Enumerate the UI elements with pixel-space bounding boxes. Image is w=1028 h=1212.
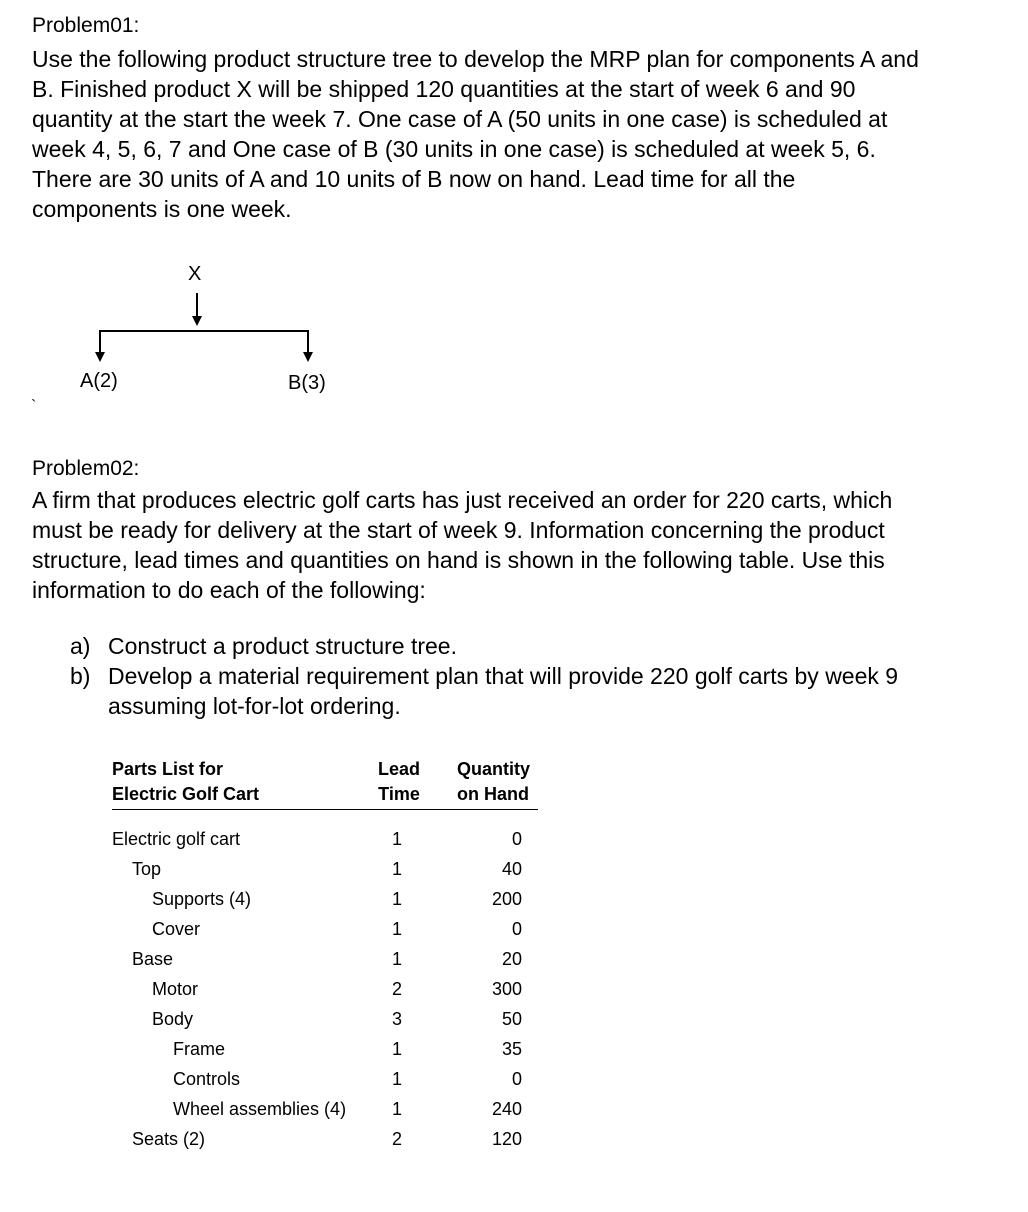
problem2-line: must be ready for delivery at the start of week 9. Information concerning the product: [32, 517, 885, 543]
quantity-on-hand-value: 240: [491, 1099, 522, 1119]
lead-time-value: 1: [391, 829, 402, 849]
part-name: Electric golf cart: [112, 829, 241, 849]
lead-time-value: 1: [391, 1099, 402, 1119]
problem1-line: components is one week.: [32, 196, 292, 222]
problem1-line: Use the following product structure tree to develop the MRP plan for components A and: [32, 46, 919, 72]
tree-root-arrow: [196, 293, 198, 317]
header-text: Lead: [378, 759, 421, 779]
header-text: on Hand: [457, 784, 529, 804]
quantity-on-hand-value: 300: [491, 979, 522, 999]
part-name: Supports (4): [152, 889, 252, 909]
table-row: [112, 948, 542, 978]
part-name: Base: [132, 949, 174, 969]
part-name: Top: [132, 859, 162, 879]
header-rule: [112, 809, 538, 810]
header-parts: [112, 757, 259, 807]
lead-time-value: 1: [391, 859, 402, 879]
lead-time-value: 1: [391, 1039, 402, 1059]
table-row: [112, 888, 542, 918]
task-text: Construct a product structure tree.: [108, 633, 457, 659]
table-row: [112, 1038, 542, 1068]
problem2-title: Problem02:: [32, 457, 140, 480]
tree-arrowhead: [303, 352, 313, 362]
header-text: Time: [378, 784, 420, 804]
task-text: assuming lot-for-lot ordering.: [108, 693, 401, 719]
problem1-line: week 4, 5, 6, 7 and One case of B (30 units in one case) is scheduled at week 5, 6.: [32, 136, 876, 162]
tree-root-node: X: [188, 263, 202, 285]
problem1-line: B. Finished product X will be shipped 120 quantities at the start of week 6 and 90: [32, 76, 856, 102]
table-row: [112, 1128, 542, 1158]
tree-left-connector: [99, 330, 101, 352]
part-name: Body: [152, 1009, 194, 1029]
header-text: Quantity: [457, 759, 531, 779]
part-name: Wheel assemblies (4): [173, 1099, 347, 1119]
part-name: Frame: [173, 1039, 226, 1059]
quantity-on-hand-value: 0: [511, 1069, 522, 1089]
quantity-on-hand-value: 40: [501, 859, 522, 879]
header-lead-time: [378, 757, 420, 807]
problem2-line: information to do each of the following:: [32, 577, 426, 603]
table-row: [112, 828, 542, 858]
header-text: Electric Golf Cart: [112, 784, 260, 804]
quantity-on-hand-value: 35: [501, 1039, 522, 1059]
table-row: [112, 858, 542, 888]
tree-branch-line: [99, 330, 309, 332]
tree-node-a: A(2): [80, 370, 118, 392]
lead-time-value: 1: [391, 949, 402, 969]
table-row: [112, 1008, 542, 1038]
lead-time-value: 1: [391, 889, 402, 909]
lead-time-value: 1: [391, 919, 402, 939]
quantity-on-hand-value: 50: [501, 1009, 522, 1029]
task-marker: a): [70, 633, 91, 659]
quantity-on-hand-value: 200: [491, 889, 522, 909]
part-name: Seats (2): [132, 1129, 206, 1149]
problem1-title: Problem01:: [32, 14, 140, 37]
part-name: Motor: [152, 979, 199, 999]
tree-right-connector: [307, 330, 309, 352]
table-row: [112, 978, 542, 1008]
tree-arrowhead: [192, 316, 202, 326]
table-row: [112, 1068, 542, 1098]
problem2-line: A firm that produces electric golf carts has just received an order for 220 carts, which: [32, 487, 893, 513]
problem2-text: [32, 485, 1024, 605]
table-row: [112, 1098, 542, 1128]
problem1-line: quantity at the start the week 7. One case of A (50 units in one case) is scheduled at: [32, 106, 888, 132]
lead-time-value: 2: [391, 979, 402, 999]
task-text: Develop a material requirement plan that will provide 220 golf carts by week 9: [108, 663, 899, 689]
table-row: [112, 918, 542, 948]
part-name: Controls: [173, 1069, 241, 1089]
problem1-line: There are 30 units of A and 10 units of B now on hand. Lead time for all the: [32, 166, 796, 192]
quantity-on-hand-value: 20: [501, 949, 522, 969]
tree-arrowhead: [95, 352, 105, 362]
lead-time-value: 2: [391, 1129, 402, 1149]
quantity-on-hand-value: 120: [491, 1129, 522, 1149]
header-text: Parts List for: [112, 759, 224, 779]
part-name: Cover: [152, 919, 201, 939]
lead-time-value: 3: [391, 1009, 402, 1029]
task-marker: b): [70, 663, 91, 689]
tree-node-b: B(3): [288, 372, 326, 394]
lead-time-value: 1: [391, 1069, 402, 1089]
problem1-text: [32, 44, 1024, 224]
stray-mark: `: [31, 398, 37, 415]
problem2-line: structure, lead times and quantities on hand is shown in the following table. Use this: [32, 547, 885, 573]
quantity-on-hand-value: 0: [511, 829, 522, 849]
quantity-on-hand-value: 0: [511, 919, 522, 939]
header-quantity-on-hand: [457, 757, 530, 807]
